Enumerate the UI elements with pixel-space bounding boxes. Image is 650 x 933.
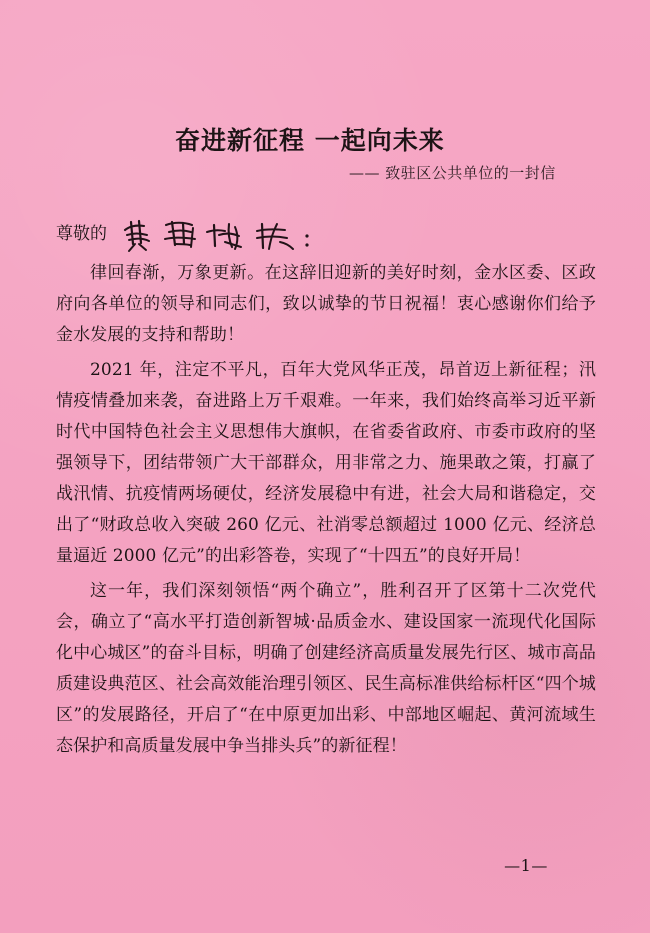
document-title: 奋进新征程 一起向未来 — [175, 126, 445, 155]
letter-body — [56, 258, 596, 762]
paragraph-3: 这一年，我们深刻领悟“两个确立”，胜利召开了区第十二次党代会，确立了“高水平打造创新智城·品质金水、建设国家一流现代化国际化中心城区”的奋斗目标，明确了创建经济高质量发展先行区、城市高品质建设典范区、社会高效能治理引领区、民生高标准供给标杆区“四个城区”的发展路径，开启了“在中原更加出彩、中部地区崛起、黄河流域生态保护和高质量发展中争当排头兵”的新征程！ — [56, 581, 596, 756]
handwritten-signature — [117, 214, 337, 254]
salutation-label: 尊敬的 — [56, 223, 107, 244]
paragraph-1: 律回春渐，万象更新。在这辞旧迎新的美好时刻，金水区委、区政府向各单位的领导和同志们，致以诚挚的节日祝福！衷心感谢你们给予金水发展的支持和帮助！ — [56, 263, 596, 345]
document-subtitle: —— 致驻区公共单位的一封信 — [349, 164, 556, 182]
bleed-through-text-1 — [360, 90, 610, 117]
paragraph-2: 2021 年，注定不平凡，百年大党风华正茂，昂首迈上新征程；汛情疫情叠加来袭，奋进路上万千艰难。一年来，我们始终高举习近平新时代中国特色社会主义思想伟大旗帜，在省委省政府、市委市政府的坚强领导下，团结带领广大干部群众，用非常之力、施果敢之策，打赢了战汛情、抗疫情两场硬仗，经济发展稳中有进，社会大局和谐稳定，交出了“财政总收入突破 260 亿元、社消零总额超过 1000 亿元、经济总量逼近 2000 亿元”的出彩答卷，实现了“十四五”的良好开局！ — [56, 360, 596, 566]
page-number: —1— — [504, 856, 548, 875]
salutation-line — [56, 214, 386, 254]
